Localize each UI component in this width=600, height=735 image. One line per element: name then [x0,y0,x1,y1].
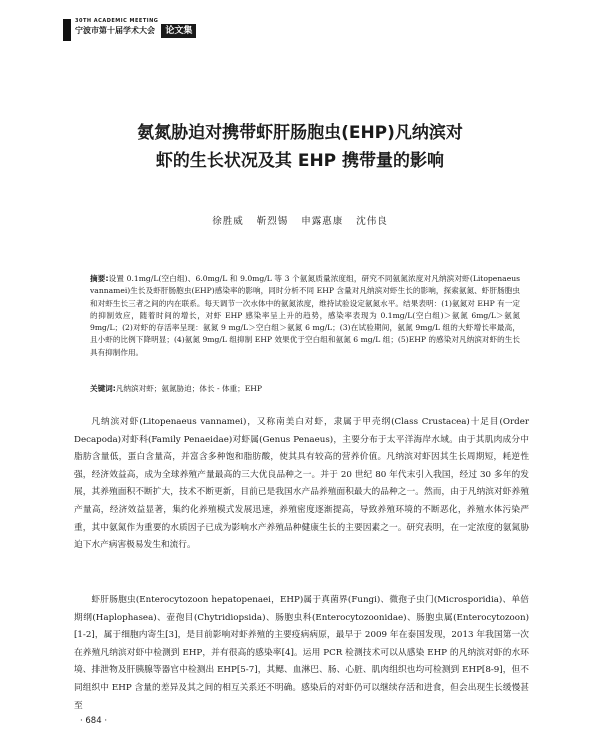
abstract-label: 摘要: [90,274,109,283]
running-header [63,18,196,41]
body-paragraph-1: 凡纳滨对虾(Litopenaeus vannamei)，又称南美白对虾，隶属于甲壳纲(Class Crustacea)十足目(Order Decapoda)对虾科(Family Penaeidae)对虾属(Genus Penaeus)，主要分布于太平洋海岸水域。由于其肌肉成分中脂肪含量低，蛋白含量高，并富含多种饱和脂肪酸，使其具有较高的营养价值。凡纳滨对虾因其生长周期短，耗逆性强，经济效益高，成为全球养殖产量最高的三大优良品种之一。并于 20 世纪 80 年代末引入我国，经过 30 多年的发展，其养殖面积不断扩大，技术不断更新，目前已是我国水产品养殖面积最大的品种之一。然而，由于凡纳滨对虾养殖产量高，经济效益显著，集约化养殖模式发展迅速，养殖密度逐渐提高，导致养殖环境的不断恶化，养殖水体污染严重，其中氨氮作为重要的水质因子已成为影响水产养殖品种健康生长的主要因素之一。研究表明，在一定浓度的氨氮胁迫下水产病害极易发生和流行。 [74,417,529,551]
keywords-text: 凡纳滨对虾；氨氮胁迫；体长 - 体重；EHP [115,384,262,393]
header-chinese: 宁波市第十届学术大会 [75,26,155,35]
header-text-block [75,18,158,37]
paper-title-line-1: 氨氮胁迫对携带虾肝肠胞虫(EHP)凡纳滨对 [137,123,463,143]
conference-logo-icon [63,19,71,41]
keywords [90,383,520,395]
page-number: · 684 · [80,716,108,726]
abstract-text: 设置 0.1mg/L(空白组)、6.0mg/L 和 9.0mg/L 等 3 个氨氮质量浓度组，研究不同氨氮浓度对凡纳滨对虾(Litopenaeus vannamei)生长及虾肝肠胞虫(EHP)感染率的影响，同时分析不同 EHP 含量对凡纳滨对虾生长的影响，探索氨氮、虾肝肠胞虫和对虾生长三者之间的内在联系。每天调节一次水体中的氨氮浓度，维持试验设定氨氮水平。结果表明：(1)氨氮对 EHP 有一定的抑制效应，随着时间的增长，对虾 EHP 感染率呈上升的趋势，感染率表现为 0.1mg/L(空白组)＞氨氮 6mg/L＞氨氮 9mg/L；(2)对虾的存活率呈现：氨氮 9 mg/L＞空白组＞氨氮 6 mg/L；(3)在试验期间，氨氮 9mg/L 组的大虾增长率最高，且小虾的比例下降明显；(4)氨氮 9mg/L 组抑制 EHP 效果优于空白组和氨氮 6 mg/L 组；(5)EHP 的感染对凡纳滨对虾的生长具有抑制作用。 [90,274,520,357]
keywords-label: 关键词: [90,384,116,393]
proceedings-badge: 论文集 [161,24,196,38]
abstract [90,273,520,359]
header-english: 30TH ACADEMIC MEETING [75,18,159,24]
body-paragraph-2: 虾肝肠胞虫(Enterocytozoon hepatopenaei，EHP)属于真菌界(Fungi)、微孢子虫门(Microsporidia)、单倍期纲(Haplophasea)、壶孢目(Chytridiopsida)、肠胞虫科(Enterocytozoonidae)、肠胞虫属(Enterocytozoon)[1-2]，属于细胞内寄生[3]，是目前影响对虾养殖的主要疫病病原，最早于 2009 年在泰国发现，2013 年我国第一次在养殖凡纳滨对虾中检测到 EHP，并有很高的感染率[4]。运用 PCR 检测技术可以从感染 EHP 的凡纳滨对虾的水环境、排泄物及肝胰腺等器官中检测出 EHP[5-7]，其鳃、血淋巴、肠、心脏、肌肉组织也均可检测到 EHP[8-9]，但不同组织中 EHP 含量的差异及其之间的相互关系还不明确。感染后的对虾仍可以继续存活和进食，但会出现生长缓慢甚至 [74,595,529,711]
paper-title-line-2: 虾的生长状况及其 EHP 携带量的影响 [155,151,445,171]
author-list: 徐胜威 靳烈锡 申露惠康 沈伟良 [212,216,388,227]
